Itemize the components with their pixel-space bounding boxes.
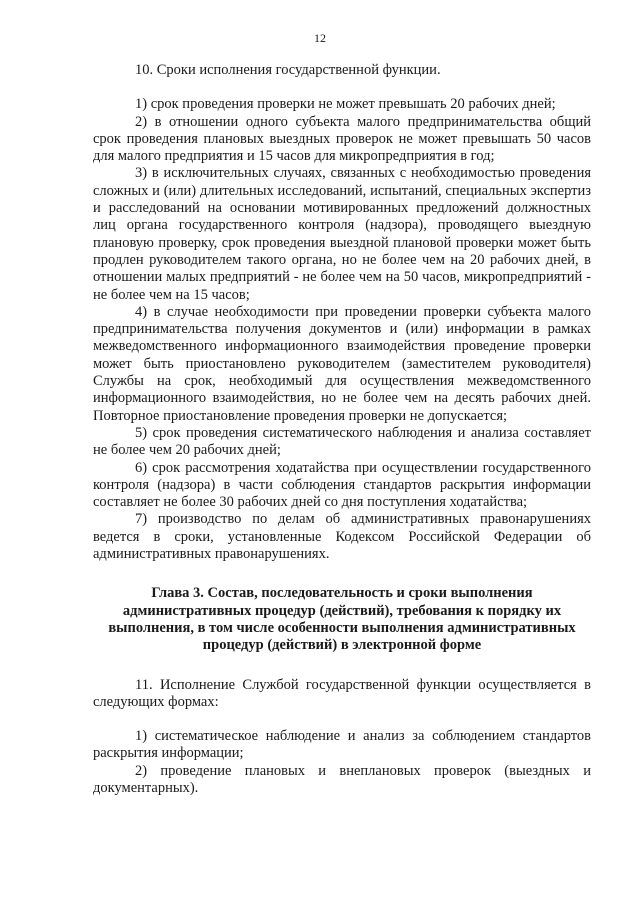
list-item: 2) проведение плановых и внеплановых проверок (выездных и документарных). [93,762,591,796]
list-item: 1) срок проведения проверки не может превышать 20 рабочих дней; [135,96,556,113]
spacer [93,711,591,728]
spacer [93,655,591,677]
page-number: 12 [314,31,326,45]
section-10-heading: 10. Сроки исполнения государственной функции. [135,62,441,78]
list-item: 5) срок проведения систематического наблюдения и анализа составляет не более чем 20 рабочих дней; [93,424,591,459]
chapter-title: Глава 3. Состав, последовательность и сроки выполнения административных процедур (действий), требования к порядку их выполнения, в том числе особенности выполнения административных процедур (действий) в электронной форме [108,585,576,654]
section-11-text: 11. Исполнение Службой государственной функции осуществляется в следующих формах: [93,676,591,710]
list-item: 2) в отношении одного субъекта малого предпринимательства общий срок проведения плановых выездных проверок не может превышать 50 часов для малого предприятия и 15 часов для микропредприятия в год; [93,113,591,165]
spacer [93,563,591,585]
list-item: 6) срок рассмотрения ходатайства при осуществлении государственного контроля (надзора) в части соблюдения стандартов раскрытия информации составляет не более 30 рабочих дней со дня поступления ходатайства; [93,459,591,511]
list-item: 1) систематическое наблюдение и анализ за соблюдением стандартов раскрытия информации; [93,728,591,762]
document-body [93,62,591,797]
spacer [93,79,591,96]
list-item: 7) производство по делам об административных правонарушениях ведется в сроки, установленные Кодексом Российской Федерации об административных правонарушениях. [93,511,591,563]
list-item: 4) в случае необходимости при проведении проверки субъекта малого предпринимательства получения документов и (или) информации в рамках межведомственного информационного взаимодействия проведение проверки может быть приостановлено руководителем (заместителем руководителя) Службы на срок, необходимый для осуществления межведомственного информационного взаимодействия, но не более чем на десять рабочих дней. Повторное приостановление проведения проверки не допускается; [93,303,591,424]
list-item: 3) в исключительных случаях, связанных с необходимостью проведения сложных и (или) длительных исследований, испытаний, специальных экспертиз и расследований на основании мотивированных предложений должностных лиц органа государственного контроля (надзора), проводящего выездную плановую проверку, срок проведения выездной плановой проверки может быть продлен руководителем такого органа, но не более чем на 20 рабочих дней, в отношении малых предприятий - не более чем на 50 часов, микропредприятий - не более чем на 15 часов; [93,165,591,303]
